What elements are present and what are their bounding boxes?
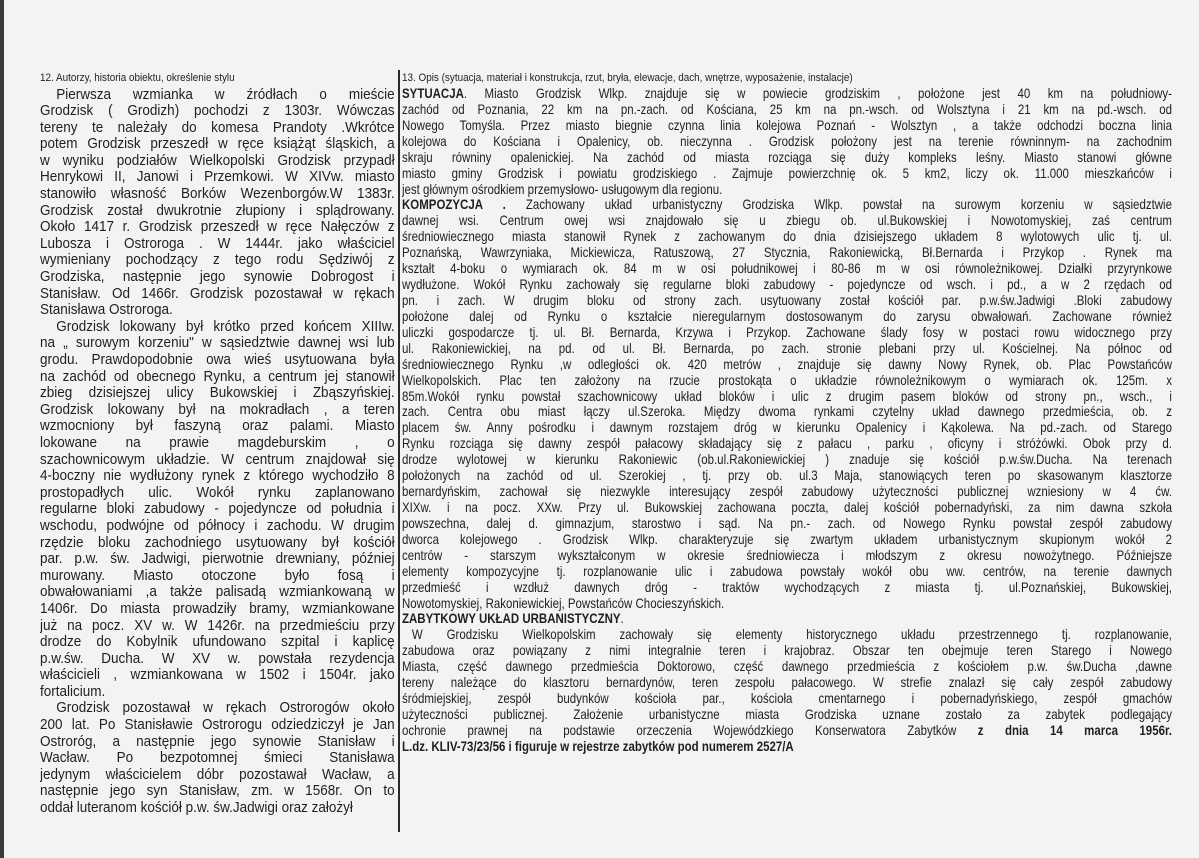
paragraph xyxy=(40,700,395,816)
text-line: następnie jego syn Stanisław, zm. w 1568r. On to xyxy=(40,783,395,800)
section-12-header: 12. Autorzy, historia obiektu, określenie stylu xyxy=(40,72,235,84)
text-line: W Grodzisku Wielkopolskim zachowały się elementy historycznego układu przestrzennego tj. rozplanowanie, xyxy=(411,627,1172,643)
text-line xyxy=(402,86,1172,102)
text-line: Rynku rozciąga się dawny zespół pałacowy składający się z pałacu , parku , oficyny i stróżówki. Obok przy d. xyxy=(402,436,1172,452)
text-line: wydłużone. Wokół Rynku zachowały się regularne bloki zabudowy - pojedyncze od wsch. i pd., a w 2 rzędach od xyxy=(402,277,1172,293)
text-line: elementy kompozycyjne tj. rozplanowanie ulic i zabudowa powstały wokół obu ww. centrów, na terenie dawnych xyxy=(402,563,1172,579)
text-line: Wacław. Po bezpotomnej śmieci Stanisława xyxy=(40,750,395,767)
section-13-header: 13. Opis (sytuacja, materiał i konstrukcja, rzut, bryła, elewacje, dach, wnętrze, wyposażenie, instalacje) xyxy=(402,72,853,84)
text-line: zabudowa oraz powiązany z nimi integralnie teren i krajobraz. Obszar ten obejmuje teren Starego i Nowego xyxy=(402,643,1172,659)
text-line: potem Grodzisk przeszedł w ręce książąt śląskich, a xyxy=(40,136,395,153)
text-line: śródmiejskiej, zespół budynków kościoła par., kościoła cmentarnego i pobernadyńskiego, zespół gmachów xyxy=(402,691,1172,707)
text-line: prostopadłych ulic. Wokół rynku zaplanowano xyxy=(40,484,395,501)
text-line: położone dalej od Rynku o kształcie nieregularnym dostosowanym do zarysu obwałowań. Zachowane również xyxy=(402,308,1172,324)
text-line: bernardyńskim, zachował się niezwykle interesujący zespół zabudowy użyteczności publicznej wzniesiony w 4 ćw. xyxy=(402,484,1172,500)
text-line: na zachód od obecnego Rynku, a centrum jej stanowił xyxy=(40,368,395,385)
text-line: Nowego Tomyśla. Przez miasto biegnie czynna linia kolejowa Poznań - Wolsztyn , a także odchodzi boczna linia xyxy=(402,117,1172,133)
text-line: dworca kolejowego . Grodzisk Wlkp. charakteryzuje się zwartym układem urbanistycznym skupionym wokół 2 xyxy=(402,531,1172,547)
text-line: przedmieść i wzdłuż dawnych dróg - traktów wychodzących z miasta tj. ul.Poznańskiej, Bukowskiej, xyxy=(402,579,1172,595)
paragraph xyxy=(402,611,1172,627)
text-line: stanowiło własność Borków Wezenborgów.W 1383r. xyxy=(40,186,395,203)
text-line: zbieg dzisiejszej ulicy Bukowskiej i Zbąszyńskiej. xyxy=(40,385,395,402)
text-line: powszechna, dalej d. gimnazjum, starostwo i sąd. Na pn.- zach. od Nowego Rynku powstał zespół zabudowy xyxy=(402,515,1172,531)
text-line: Lubosza i Ostroroga . W 1444r. jako właściciel xyxy=(40,235,395,252)
text-line: tereny te należały do komesa Prandoty .Wkrótce xyxy=(40,119,395,136)
paragraph xyxy=(40,319,395,701)
text-line: Henrykowi II, Janowi i Przemkowi. W XIVw. miasto xyxy=(40,169,395,186)
text-line: lokowane na prawie magdeburskim , o xyxy=(40,434,395,451)
text-line: XIXw. i na pocz. XXw. Przy ul. Bukowskiej zachowana poczta, dalej kościół pobernadyński, za nim dawna szkoła xyxy=(402,499,1172,515)
text-line: drodze wylotowej w kierunku Rakoniewic (ob.ul.Rakoniewickiej ) znaduje się kościół p.w.św.Ducha. Na terenach xyxy=(402,452,1172,468)
section-heading: L.dz. KLIV-73/23/56 i figuruje w rejestrze zabytków pod numerem 2527/A xyxy=(402,738,794,754)
text-line: średniowiecznego miasta stanowił Rynek z zachowanym do dnia dzisiejszego układem 8 wylotowych ulic tj. ul. xyxy=(402,229,1172,245)
text-line: już na pocz. XV w. W 1426r. na przedmieściu przy xyxy=(40,617,395,634)
text-line: skraju równiny opalenickiej. Na zachód od miasta rozciąga się duży kompleks leśny. Miasto stanowi główne xyxy=(402,149,1172,165)
section-heading: SYTUACJA xyxy=(402,86,464,101)
text-line: zach. Centra obu miast łączy ul.Szeroka. Między dwoma rynkami czytelny układ dawnego przedmieścia, ob. z xyxy=(402,404,1172,420)
text-line: obwałowaniami ,a także palisadą wzmiankowaną w xyxy=(40,584,395,601)
text-line: fortalicium. xyxy=(40,683,106,700)
text-segment: . Miasto Grodzisk Wlkp. znajduje się w powiecie grodziskim , położone jest 40 km na południowy- xyxy=(463,86,1172,101)
text-line: dawnej wsi. Centrum owej wsi znajdowało się u zbiegu ob. ul.Bukowskiej i Nowotomyskiej, zaś centrum xyxy=(402,213,1172,229)
section-heading: KOMPOZYCJA . xyxy=(402,197,506,213)
text-line: 85m.Wokół rynku powstał szachownicowy układ bloków i ulic z drugim pasem bloków od strony pn., wsch., i xyxy=(402,388,1172,404)
text-line: 1406r. Do miasta prowadziły bramy, wzmiankowane xyxy=(40,600,395,617)
text-line: właścicieli , wzmiankowana w 1502 i 1504r. jako xyxy=(40,667,395,684)
text-line: 200 lat. Po Stanisławie Ostrorogu odziedziczył je Jan xyxy=(40,717,395,734)
text-line: średniowiecznego Rynku ,w odległości ok. 420 metrów , znajduje się dawny Nowy Rynek, ob. Plac Powstańców xyxy=(402,356,1172,372)
paragraph xyxy=(40,87,395,319)
paragraph xyxy=(402,86,1172,197)
scan-edge xyxy=(0,0,4,858)
text-line: Około 1417 r. Grodzisk przeszedł w ręce Nałęczów z xyxy=(40,219,395,236)
paragraph xyxy=(402,197,1172,611)
text-line: Miasta, część dawnego przedmieścia Doktorowo, część dawnego przedmieścia z kościołem p.w. św.Ducha ,dawne xyxy=(402,659,1172,675)
text-line: Grodzisk lokowany był na mokradłach , a teren xyxy=(40,401,395,418)
text-line: Stanisław. Od 1466r. Grodzisk pozostawał w rękach xyxy=(40,285,395,302)
text-line: p.w.św. Ducha. W XV w. powstała rezydencja xyxy=(40,650,395,667)
text-line: wschodu, podwójne od północy i zachodu. W drugim xyxy=(40,517,395,534)
text-line: Nowotomyskiej, Rakoniewickiej, Powstańców Chocieszyńskich. xyxy=(402,595,725,611)
text-line: miasto gminy Grodzisk i powiatu grodziskiego . Zajmuje powierzchnię ok. 5 km2, liczy ok. 11.000 mieszkańców i xyxy=(402,165,1172,181)
text-line: kolejowa do Kościana i Opalenicy, ob. nieczynna . Grodzisk położony jest na terenie równinnym- na zachodnim xyxy=(402,133,1172,149)
text-line: rzędzie bloku zachodniego usytuowany był kościół xyxy=(40,534,395,551)
text-line: murowany. Miasto otoczone było fosą i xyxy=(40,567,395,584)
text-line xyxy=(402,611,1172,627)
text-line: Wielkopolskich. Plac ten założony na rzucie prostokąta o układzie równoleżnikowym o wymiarach ok. 125m. x xyxy=(402,372,1172,388)
text-segment: Zachowany układ urbanistyczny Grodziska Wlkp. powstał na surowym korzeniu w sąsiedztwie xyxy=(505,197,1172,213)
bold-date: z dnia 14 marca 1956r. xyxy=(977,722,1172,738)
text-line: grodu. Prawdopodobnie owa wieś usytuowana była xyxy=(40,352,395,368)
section-heading: ZABYTKOWY UKŁAD URBANISTYCZNY xyxy=(402,611,621,627)
text-line: wymieniany pochodzący z tego rodu Sędziwój z xyxy=(40,252,395,269)
paragraph xyxy=(402,627,1172,754)
text-line: położonych na zachód od ul. Szerokiej , tj. przy ob. ul.3 Maja, stanowiących teren po skasowanym klasztorze xyxy=(402,468,1172,484)
text-line: jedynym właścicielem dóbr pozostawał Wacław, a xyxy=(40,766,395,783)
text-line: pn. i zach. W drugim bloku od strony zach. usytuowany został kościół par. p.w.św.Jadwigi .Bloki zabudowy xyxy=(402,292,1172,308)
text-line: użyteczności publicznej. Założenie urbanistyczne miasta Grodziska uznane zostało za zabytek podlegający xyxy=(402,706,1172,722)
text-line: szachownicowym układzie. W centrum znajdował się xyxy=(40,451,395,468)
text-line: Poznańską, Wawrzyniaka, Mickiewicza, Ratuszową, 27 Stycznia, Rakoniewicką, Bł.Bernarda i Przykop . Rynek ma xyxy=(402,245,1172,261)
text-line: Grodzisk ( Grodizh) pochodzi z 1303r. Wówczas xyxy=(40,103,395,120)
text-line: centrów - starszym wykształconym w okresie średniowiecza i młodszym z okresu nowożytnego. Późniejsze xyxy=(402,547,1172,563)
text-segment: . xyxy=(620,611,624,627)
history-column xyxy=(40,87,395,817)
text-line: uliczki gospodarcze tj. ul. Bł. Bernarda, Krzywa i Przykop. Zachowane ślady fosy w postaci rowu widocznego przy xyxy=(402,324,1172,340)
text-line xyxy=(402,197,1172,213)
text-line xyxy=(402,723,1172,739)
text-line: oddał luteranom kościół p.w. św.Jadwigi oraz założył xyxy=(40,800,353,817)
text-line: jest głównym ośrodkiem przemysłowo- usługowym dla regionu. xyxy=(402,181,723,197)
text-line: Pierwsza wzmianka w źródłach o mieście xyxy=(56,86,395,103)
text-line: zachód od Poznania, 22 km na pn.-zach. od Kościana, 25 km na pn.-wsch. od Wolsztyna i 21 km na pd.-wsch. od xyxy=(402,101,1172,117)
text-line: ul. Rakoniewickiej, na pd. od ul. Bł. Bernarda, po zach. stronie plebani przy ul. Kościelnej. Na północ od xyxy=(402,340,1172,356)
text-line: par. p.w. św. Jadwigi, pierwotnie drewniany, później xyxy=(40,551,395,568)
text-line: tereny należące do klasztoru bernardynów, teren zespołu pałacowego. W strefie znalazł się cały zespół zabudowy xyxy=(402,675,1172,691)
text-line: Grodzisk pozostawał w rękach Ostrorogów około xyxy=(56,700,395,717)
text-line: kształt 4-boku o wymiarach ok. 84 m w osi południkowej i 80-86 m w osi równoleżnikowej. Działki przyrynkowe xyxy=(402,261,1172,277)
text-line: Stanisława Ostroroga. xyxy=(40,302,173,319)
text-line: Grodzisk lokowany był krótko przed końcem XIIIw. xyxy=(56,318,395,335)
description-column xyxy=(402,86,1172,755)
text-line: Grodziska, następnie jego synowie Dobrogost i xyxy=(40,269,395,286)
text-line: regularne bloki zabudowy - pojedyncze od południa i xyxy=(40,501,395,518)
text-line: w wyniku podziałów Wielkopolski Grodzisk przypadł xyxy=(40,152,395,169)
text-line: 4-boczny nie wydłużony rynek z którego wychodziło 8 xyxy=(40,468,395,485)
text-segment: ochronie prawnej na podstawie orzeczenia Wojewódzkiego Konserwatora Zabytków xyxy=(402,722,978,738)
text-line xyxy=(402,739,1172,755)
column-divider xyxy=(398,70,400,832)
text-line: wzmocniony był faszyną oraz palami. Miasto xyxy=(40,418,395,435)
text-line: placem św. Anny pośrodku i dawnym rozstajem dróg w kierunku Opalenicy i Kąkolewa. Na pd.-zach. od Starego xyxy=(402,420,1172,436)
text-line: drodze do Kobylnik ufundowano szpital i kaplicę xyxy=(40,634,395,651)
text-line: na „ surowym korzeniu" w sąsiedztwie dawnej wsi lub xyxy=(40,335,395,352)
text-line: Ostroróg, a następnie jego synowie Stanisław i xyxy=(40,733,395,750)
text-line: Grodzisk został dwukrotnie złupiony i splądrowany. xyxy=(40,202,395,219)
